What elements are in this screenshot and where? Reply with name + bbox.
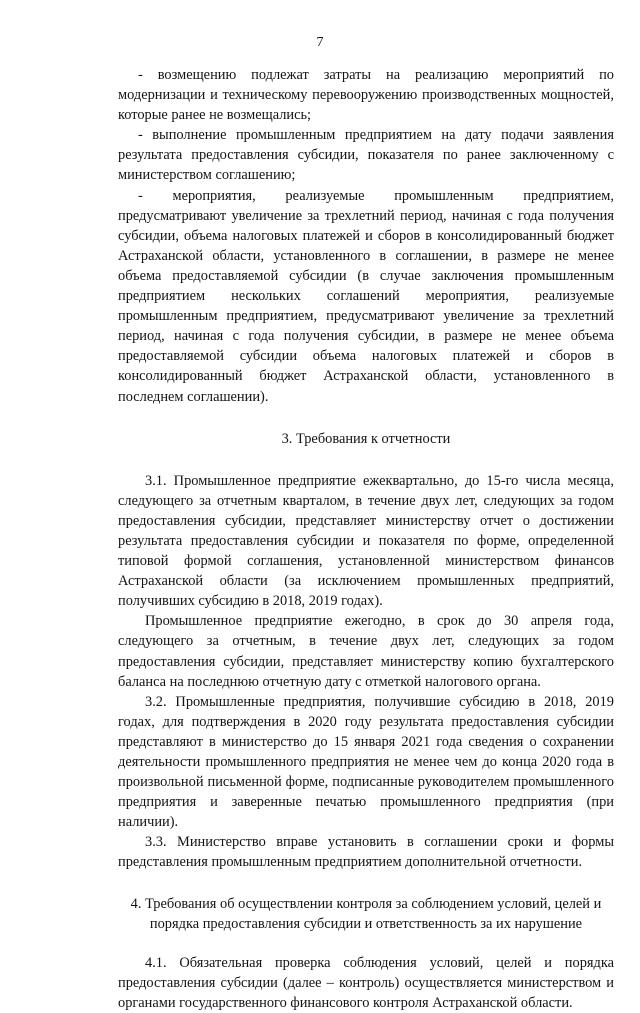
document-body: [118, 65, 614, 1013]
list-item: - выполнение промышленным предприятием на дату подачи заявления результата предоставления субсидии, показателя по ранее заключенному с министерством соглашению;: [118, 127, 614, 184]
list-item: - возмещению подлежат затраты на реализацию мероприятий по модернизации и техническому перевооружению производственных мощностей, которые ранее не возмещались;: [118, 67, 614, 124]
list-item: - мероприятия, реализуемые промышленным предприятием, предусматривают увеличение за трехлетний период, начиная с года получения субсидии, объема налоговых платежей и сборов в консолидированный бюджет Астраханской области, установленного в соглашении, в размере не менее объема предоставляемой субсидии (в случае заключения промышленным предприятием нескольких соглашений мероприятия, реализуемые промышленным предприятием, предусматривают увеличение за трехлетний период, начиная с года получения субсидии, в размере не менее объема предоставляемой субсидии объема налоговых платежей и сборов в консолидированный бюджет Астраханской области, установленного в последнем соглашении).: [118, 187, 614, 405]
paragraph-3-1-annual: Промышленное предприятие ежегодно, в срок до 30 апреля года, следующего за отчетным, в течение двух лет, следующих за годом предоставления субсидии, представляет министерству копию бухгалтерского баланса на последнюю отчетную дату с отметкой налогового органа.: [118, 613, 614, 690]
section-heading-3: 3. Требования к отчетности: [281, 430, 451, 447]
paragraph-4-1: 4.1. Обязательная проверка соблюдения условий, целей и порядка предоставления субсидии (далее – контроль) осуществляется министерством и органами государственного финансового контроля Астраханской области.: [118, 954, 614, 1011]
paragraph-3-3: 3.3. Министерство вправе установить в соглашении сроки и формы представления промышленным предприятием дополнительной отчетности.: [118, 834, 614, 871]
section-heading-4: 4. Требования об осуществлении контроля за соблюдением условий, целей и порядка предоставления субсидии и ответственность за их нарушение: [130, 895, 602, 932]
paragraph-3-2: 3.2. Промышленные предприятия, получившие субсидию в 2018, 2019 годах, для подтверждения в 2020 году результата предоставления субсидии представляют в министерство до 15 января 2021 года сведения о сохранении деятельности промышленного предприятия не менее чем до конца 2020 года в произвольной письменной форме, подписанные руководителем промышленного предприятия и заверенные печатью промышленного предприятия (при наличии).: [118, 693, 614, 831]
paragraph-3-1: 3.1. Промышленное предприятие ежеквартально, до 15-го числа месяца, следующего за отчетным кварталом, в течение двух лет, следующих за годом предоставления субсидии, представляет министерству отчет о достижении результата предоставления субсидии и показателя по форме, определенной типовой формой соглашения, установленной министерством финансов Астраханской области (за исключением промышленных предприятий, получивших субсидию в 2018, 2019 годах).: [118, 472, 614, 610]
page-number: 7: [316, 35, 324, 50]
